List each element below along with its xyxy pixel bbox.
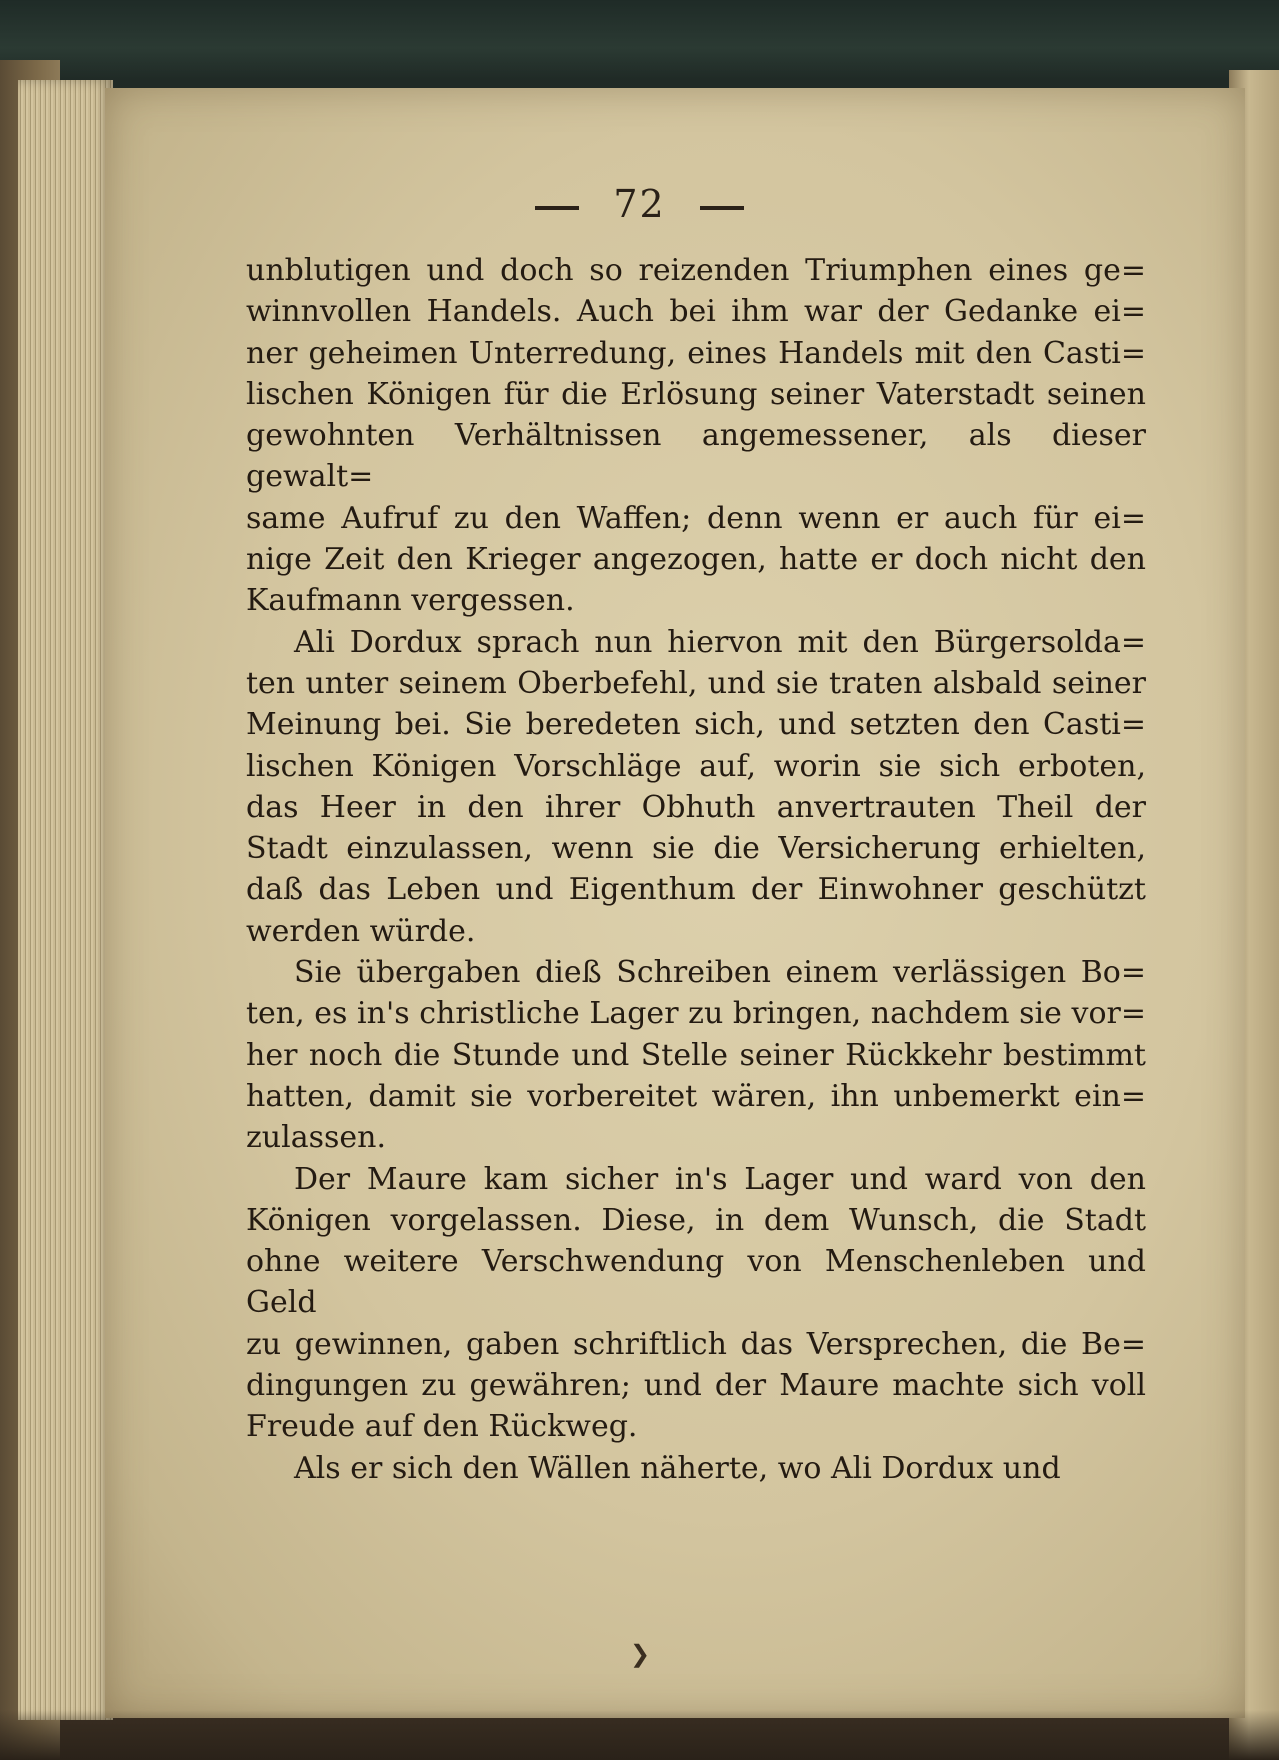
background-bottom: [0, 1710, 1279, 1760]
text-line: Stadt einzulassen, wenn sie die Versicherung erhielten,: [246, 831, 1146, 867]
text-line: nige Zeit den Krieger angezogen, hatte er doch nicht den: [246, 542, 1146, 578]
text-line: Meinung bei. Sie beredeten sich, und setzten den Casti=: [246, 707, 1146, 743]
paragraph: [246, 952, 1146, 1158]
text-line: same Aufruf zu den Waffen; denn wenn er auch für ei=: [246, 500, 1146, 536]
text-line: werden würde.: [246, 913, 476, 949]
paragraph: [246, 1448, 1146, 1489]
bottom-ornament: ❯: [630, 1640, 651, 1668]
text-line: das Heer in den ihrer Obhuth anvertrauten Theil der: [246, 789, 1146, 825]
text-line: lischen Königen Vorschläge auf, worin sie sich erboten,: [246, 748, 1146, 784]
text-line: ohne weitere Verschwendung von Menschenleben und Geld: [246, 1244, 1146, 1321]
background-top: [0, 0, 1279, 80]
text-line: gewohnten Verhältnissen angemessener, als dieser gewalt=: [246, 418, 1146, 495]
paragraph: [246, 1159, 1146, 1448]
text-line: ner geheimen Unterredung, eines Handels mit den Casti=: [246, 335, 1146, 371]
text-line: lischen Königen für die Erlösung seiner Vaterstadt seinen: [246, 376, 1146, 412]
text-line: Freude auf den Rückweg.: [246, 1409, 638, 1445]
text-line: zulassen.: [246, 1120, 387, 1156]
text-line: dingungen zu gewähren; und der Maure machte sich voll: [246, 1368, 1146, 1404]
text-line: hatten, damit sie vorbereitet wären, ihn unbemerkt ein=: [246, 1078, 1146, 1114]
text-line: Ali Dordux sprach nun hiervon mit den Bürgersolda=: [294, 624, 1146, 660]
text-line: her noch die Stunde und Stelle seiner Rückkehr bestimmt: [246, 1037, 1146, 1073]
text-line: unblutigen und doch so reizenden Triumphen eines ge=: [246, 253, 1146, 288]
dash-right: [700, 206, 744, 210]
text-line: winnvollen Handels. Auch bei ihm war der Gedanke ei=: [246, 294, 1146, 330]
text-line: zu gewinnen, gaben schriftlich das Versprechen, die Be=: [246, 1326, 1146, 1362]
text-line: Kaufmann vergessen.: [246, 583, 575, 619]
paragraph: [246, 622, 1146, 952]
dash-left: [535, 206, 579, 210]
page-text-body: [246, 250, 1146, 1489]
text-line: Sie übergaben dieß Schreiben einem verlässigen Bo=: [294, 955, 1146, 991]
page-number: 72: [613, 182, 666, 226]
paragraph: [246, 250, 1146, 622]
page-edges-left: [18, 80, 113, 1720]
text-line: ten unter seinem Oberbefehl, und sie traten alsbald seiner: [246, 665, 1146, 701]
text-line: ten, es in's christliche Lager zu bringen, nachdem sie vor=: [246, 996, 1146, 1032]
text-line: Als er sich den Wällen näherte, wo Ali Dordux und: [294, 1450, 1061, 1486]
text-line: daß das Leben und Eigenthum der Einwohner geschützt: [246, 872, 1146, 908]
page-header: [0, 182, 1279, 226]
text-line: Der Maure kam sicher in's Lager und ward von den: [294, 1161, 1146, 1197]
text-line: Königen vorgelassen. Diese, in dem Wunsch, die Stadt: [246, 1202, 1146, 1238]
